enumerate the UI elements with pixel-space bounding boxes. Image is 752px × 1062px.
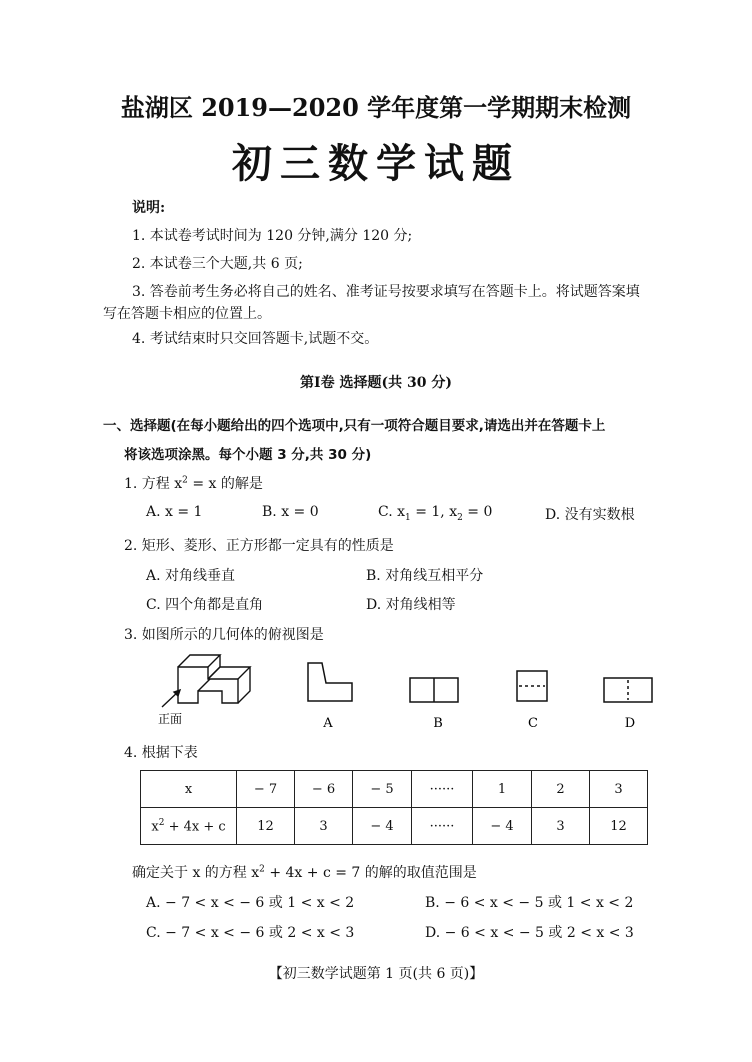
q4-value-table [140,770,648,845]
q3-stem: 3. 如图所示的几何体的俯视图是 [124,627,324,643]
exam-title-line1: 盐湖区 2019—2020 学年度第一学期期末检测 [120,93,632,122]
instruction-item-3-cont: 写在答题卡相应的位置上。 [103,306,271,322]
table-cell: − 5 [353,771,412,808]
q4-option-a[interactable]: A. − 7 < x < − 6 或 1 < x < 2 [146,895,355,911]
table-cell: ······ [412,808,473,845]
option-b-label: B [433,716,443,731]
table-cell: 2 [532,771,590,808]
solid-figure [162,655,250,707]
instruction-item-1: 1. 本试卷考试时间为 120 分钟,满分 120 分; [132,228,413,244]
q1-stem: 1. 方程 $x^2 = x$ 的解是 [124,475,263,492]
view-option-d[interactable] [604,678,652,702]
q2-option-b[interactable]: B. 对角线互相平分 [366,568,484,584]
table-row [141,771,648,808]
table-cell: − 7 [237,771,295,808]
view-option-c[interactable] [517,671,547,701]
q4-option-d[interactable]: D. − 6 < x < − 5 或 2 < x < 3 [425,925,634,941]
exam-title-subject: 初三数学试题 [232,140,520,187]
option-d-label: D [624,716,636,731]
table-cell: 12 [590,808,648,845]
q4-stem: 4. 根据下表 [124,745,198,761]
instruction-item-4: 4. 考试结束时只交回答题卡,试题不交。 [132,331,379,347]
table-cell: − 6 [295,771,353,808]
q4-option-b[interactable]: B. − 6 < x < − 5 或 1 < x < 2 [425,895,634,911]
q1-option-b[interactable]: B. x = 0 [262,504,319,520]
view-option-a[interactable] [308,663,352,701]
table-cell: − 4 [473,808,532,845]
table-cell: 3 [295,808,353,845]
table-cell: 1 [473,771,532,808]
q2-option-a[interactable]: A. 对角线垂直 [146,568,236,584]
q1-option-d[interactable]: D. 没有实数根 [545,507,635,523]
q3-figures [150,645,690,735]
q4-question: 确定关于 x 的方程 $x^2 + 4x + c = 7$ 的解的取值范围是 [132,864,477,881]
instruction-item-2: 2. 本试卷三个大题,共 6 页; [132,256,303,272]
option-a-label: A [323,716,333,731]
table-cell: − 4 [353,808,412,845]
front-label: 正面 [158,712,183,726]
q2-option-c[interactable]: C. 四个角都是直角 [146,597,264,613]
q2-option-d[interactable]: D. 对角线相等 [366,597,456,613]
q1-option-a[interactable]: A. x = 1 [146,504,203,520]
q1-option-c[interactable]: C. $x_1 = 1$, $x_2 = 0$ [378,504,493,523]
view-option-b[interactable] [410,678,458,702]
option-c-label: C [528,716,538,731]
table-cell: 3 [532,808,590,845]
part1-heading-line2: 将该选项涂黑。每个小题 3 分,共 30 分) [124,447,372,463]
q4-option-c[interactable]: C. − 7 < x < − 6 或 2 < x < 3 [146,925,355,941]
table-cell: ······ [412,771,473,808]
instructions-heading: 说明: [132,200,166,216]
table-row [141,808,648,845]
instruction-item-3: 3. 答卷前考生务必将自己的姓名、准考证号按要求填写在答题卡上。将试题答案填 [132,284,640,300]
table-cell: 12 [237,808,295,845]
table-cell: $x^2 + 4x + c$ [141,808,237,845]
table-cell: x [141,771,237,808]
section-title: 第Ⅰ卷 选择题(共 30 分) [300,375,452,391]
table-cell: 3 [590,771,648,808]
part1-heading-line1: 一、选择题(在每小题给出的四个选项中,只有一项符合题目要求,请选出并在答题卡上 [103,418,606,434]
q2-stem: 2. 矩形、菱形、正方形都一定具有的性质是 [124,538,394,554]
page-footer: 【初三数学试题第 1 页(共 6 页)】 [268,966,484,982]
